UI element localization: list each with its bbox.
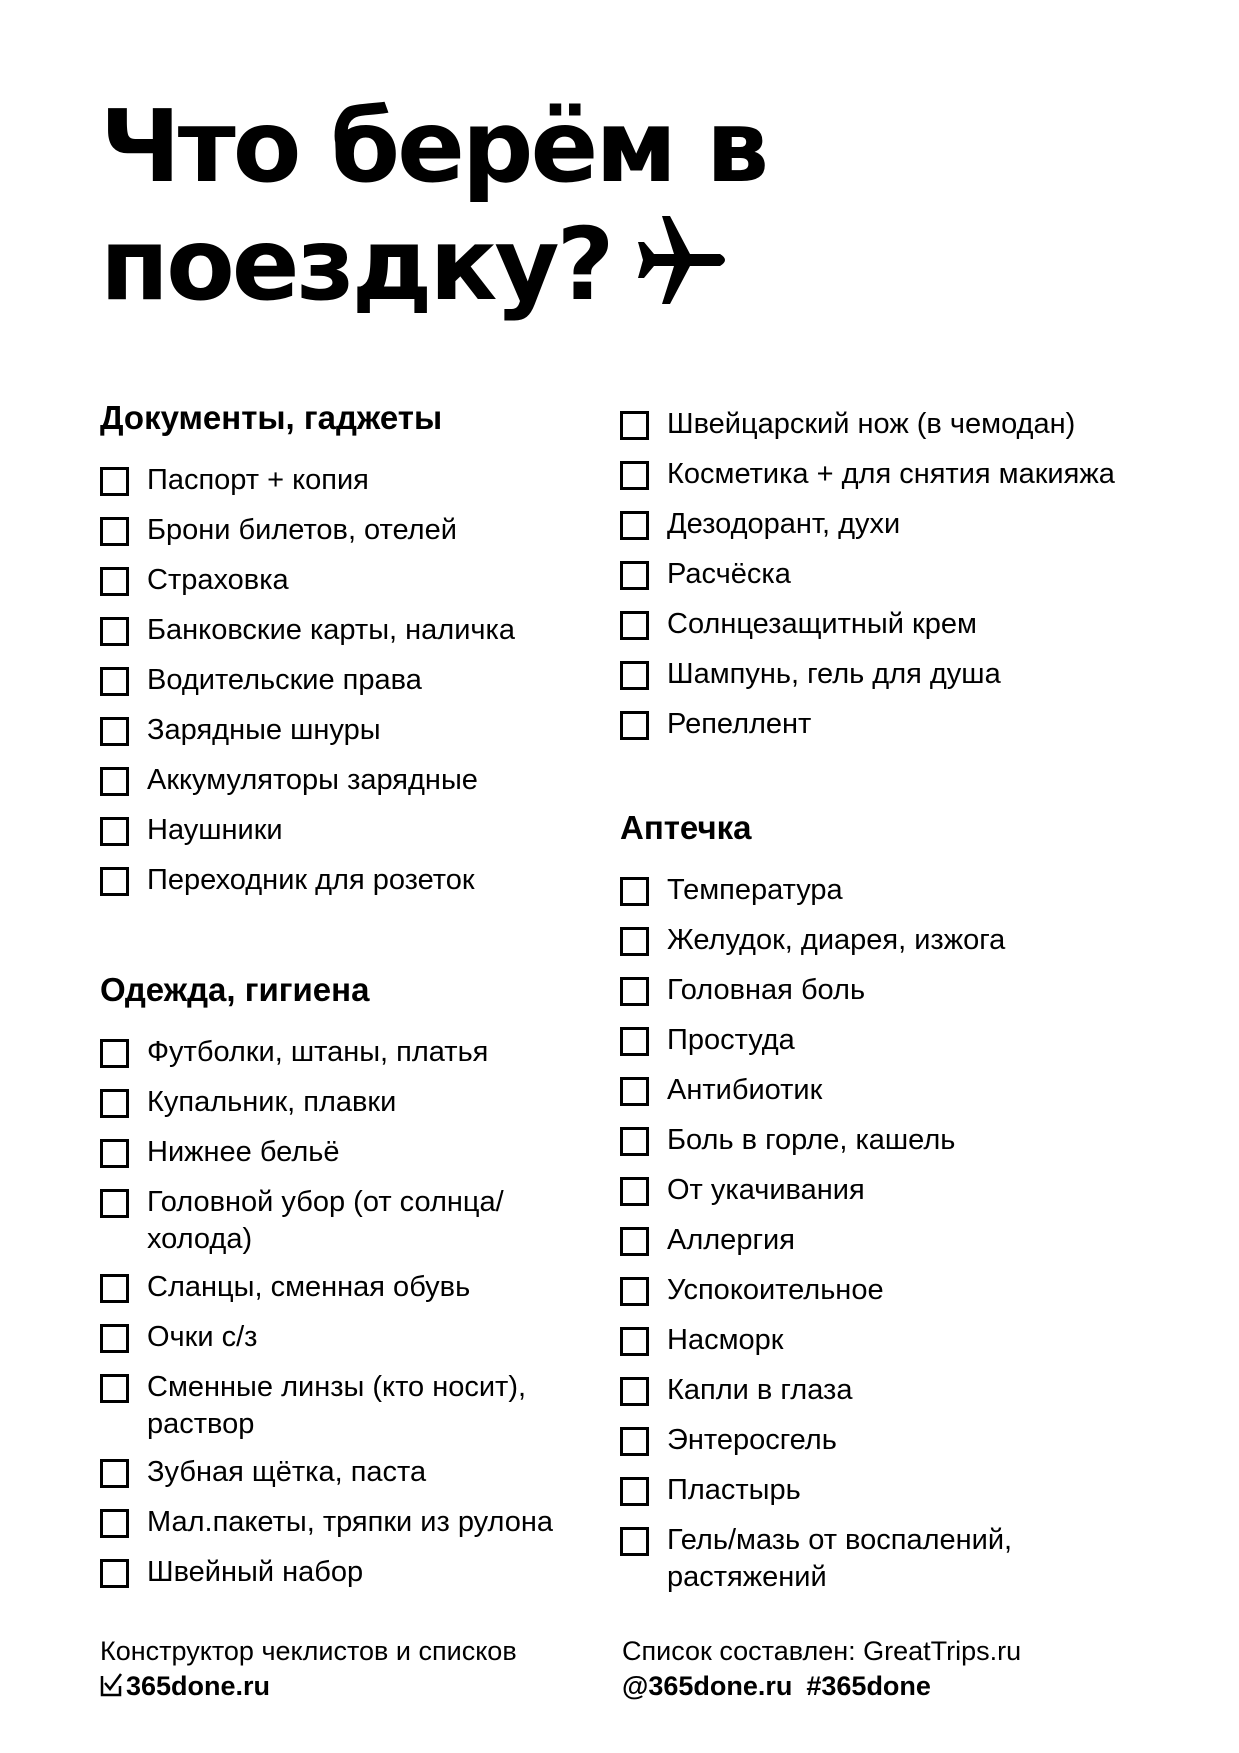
- section-clothing-continued: [620, 408, 1140, 758]
- item-label: Швейный набор: [147, 1556, 364, 1588]
- item-label: Нижнее бельё: [147, 1136, 340, 1168]
- checklist-item[interactable]: [620, 1374, 1140, 1424]
- checkbox[interactable]: [620, 461, 649, 490]
- hashtag[interactable]: #365done: [806, 1671, 931, 1701]
- checklist-item[interactable]: [620, 874, 1140, 924]
- checklist: [100, 1036, 620, 1606]
- item-label: Брони билетов, отелей: [147, 514, 457, 546]
- checkbox[interactable]: [100, 617, 129, 646]
- section-documents: [100, 398, 620, 914]
- checklist-item[interactable]: [100, 864, 620, 914]
- site-link[interactable]: 365done.ru: [126, 1671, 271, 1701]
- checkbox[interactable]: [620, 1077, 649, 1106]
- checklist-item[interactable]: [620, 1474, 1140, 1524]
- checkbox[interactable]: [100, 1459, 129, 1488]
- checklist-item[interactable]: [100, 564, 620, 614]
- item-label: Головной убор (от солнца/ холода): [147, 1186, 504, 1255]
- checkbox[interactable]: [620, 1527, 649, 1556]
- checkbox[interactable]: [620, 661, 649, 690]
- checkbox[interactable]: [100, 517, 129, 546]
- item-label: Энтеросгель: [667, 1424, 837, 1456]
- checkbox[interactable]: [100, 1274, 129, 1303]
- item-label: Боль в горле, кашель: [667, 1124, 956, 1156]
- checklist-item[interactable]: [620, 1124, 1140, 1174]
- checkbox[interactable]: [100, 1089, 129, 1118]
- item-label: Очки с/з: [147, 1321, 258, 1353]
- checkbox[interactable]: [100, 467, 129, 496]
- checklist-item[interactable]: [620, 1324, 1140, 1374]
- section-clothing: [100, 970, 620, 1606]
- item-label: Швейцарский нож (в чемодан): [667, 408, 1076, 440]
- checklist-item[interactable]: [620, 1224, 1140, 1274]
- footer-constructor-text: Конструктор чеклистов и списков: [100, 1636, 517, 1666]
- item-label: Капли в глаза: [667, 1374, 853, 1406]
- checkbox[interactable]: [100, 817, 129, 846]
- checklist-item[interactable]: [100, 614, 620, 664]
- checklist-item[interactable]: [100, 1271, 620, 1321]
- checklist-item[interactable]: [100, 1321, 620, 1371]
- checklist-item[interactable]: [620, 1074, 1140, 1124]
- checkbox[interactable]: [100, 1039, 129, 1068]
- checklist-item[interactable]: [620, 1174, 1140, 1224]
- checkbox[interactable]: [620, 1377, 649, 1406]
- section-heading: Аптечка: [620, 809, 752, 846]
- item-label: Сланцы, сменная обувь: [147, 1271, 471, 1303]
- checklist-item[interactable]: [620, 924, 1140, 974]
- item-label: Банковские карты, наличка: [147, 614, 515, 646]
- checklist-item[interactable]: [620, 408, 1140, 458]
- item-label: Паспорт + копия: [147, 464, 369, 496]
- checklist-item[interactable]: [620, 558, 1140, 608]
- checklist-item[interactable]: [100, 464, 620, 514]
- item-label: Пластырь: [667, 1474, 801, 1506]
- checkbox[interactable]: [100, 1374, 129, 1403]
- item-label: Футболки, штаны, платья: [147, 1036, 489, 1068]
- item-label: Купальник, плавки: [147, 1086, 397, 1118]
- checklist-item[interactable]: [620, 708, 1140, 758]
- checkbox[interactable]: [620, 511, 649, 540]
- item-label: Успокоительное: [667, 1274, 884, 1306]
- checkbox[interactable]: [100, 867, 129, 896]
- checkbox[interactable]: [620, 1127, 649, 1156]
- checklist-item[interactable]: [100, 1136, 620, 1186]
- item-label: Косметика + для снятия макияжа: [667, 458, 1115, 490]
- checklist-item[interactable]: [100, 814, 620, 864]
- item-label: Мал.пакеты, тряпки из рулона: [147, 1506, 554, 1538]
- footer-right: [622, 1634, 1021, 1704]
- checklist-item[interactable]: [100, 1371, 620, 1456]
- title-line-2: [100, 206, 766, 324]
- checkbox[interactable]: [620, 1027, 649, 1056]
- checklist-item[interactable]: [100, 514, 620, 564]
- checkbox[interactable]: [100, 1559, 129, 1588]
- item-label: Гель/мазь от воспалений, растяжений: [667, 1524, 1013, 1593]
- checklist-item[interactable]: [620, 1524, 1140, 1609]
- section-firstaid: [620, 808, 1140, 1609]
- item-label: Репеллент: [667, 708, 812, 740]
- title-line-1: Что берём в: [100, 88, 767, 205]
- item-label: Головная боль: [667, 974, 866, 1006]
- checklist-item[interactable]: [620, 1274, 1140, 1324]
- checkbox[interactable]: [620, 611, 649, 640]
- checklist-item[interactable]: [100, 1186, 620, 1271]
- checkbox[interactable]: [620, 927, 649, 956]
- checklist-item[interactable]: [100, 764, 620, 814]
- item-label: Сменные линзы (кто носит), раствор: [147, 1371, 527, 1440]
- checklist-item[interactable]: [620, 658, 1140, 708]
- footer-handles: [622, 1669, 1021, 1704]
- item-label: Водительские права: [147, 664, 422, 696]
- item-label: Аккумуляторы зарядные: [147, 764, 478, 796]
- checkbox[interactable]: [620, 877, 649, 906]
- checklist-item[interactable]: [620, 458, 1140, 508]
- checkbox[interactable]: [620, 1327, 649, 1356]
- checkbox[interactable]: [100, 767, 129, 796]
- checklist-item[interactable]: [620, 508, 1140, 558]
- item-label: Зубная щётка, паста: [147, 1456, 427, 1488]
- item-label: Температура: [667, 874, 843, 906]
- section-spacer: [100, 914, 620, 970]
- checklist-item[interactable]: [100, 1036, 620, 1086]
- page-title: [100, 88, 766, 324]
- checkbox[interactable]: [620, 1477, 649, 1506]
- footer-author-text: Список составлен: GreatTrips.ru: [622, 1636, 1022, 1666]
- item-label: Солнцезащитный крем: [667, 608, 977, 640]
- checkbox[interactable]: [620, 1277, 649, 1306]
- checkbox[interactable]: [100, 667, 129, 696]
- airplane-icon: [630, 212, 730, 302]
- checklist-item[interactable]: [100, 714, 620, 764]
- item-label: Шампунь, гель для душа: [667, 658, 1001, 690]
- checklist-item[interactable]: [100, 1456, 620, 1506]
- item-label: Желудок, диарея, изжога: [667, 924, 1006, 956]
- footer-left: [100, 1634, 517, 1704]
- right-column: [620, 408, 1140, 1609]
- checklist: [100, 464, 620, 914]
- social-handle[interactable]: @365done.ru: [622, 1671, 793, 1701]
- checkbox[interactable]: [100, 1189, 129, 1218]
- checklist-item[interactable]: [620, 1424, 1140, 1474]
- item-label: Простуда: [667, 1024, 795, 1056]
- checklist-item[interactable]: [100, 1506, 620, 1556]
- checklist-item[interactable]: [100, 1556, 620, 1606]
- item-label: Зарядные шнуры: [147, 714, 381, 746]
- checkbox[interactable]: [100, 567, 129, 596]
- checkbox[interactable]: [620, 1427, 649, 1456]
- checkbox[interactable]: [620, 1177, 649, 1206]
- checkbox[interactable]: [620, 561, 649, 590]
- item-label: Антибиотик: [667, 1074, 823, 1106]
- left-column: [100, 398, 620, 1606]
- item-label: Расчёска: [667, 558, 791, 590]
- checklist-item[interactable]: [100, 664, 620, 714]
- checklist-item[interactable]: [620, 608, 1140, 658]
- checkbox[interactable]: [100, 717, 129, 746]
- checkbox[interactable]: [620, 1227, 649, 1256]
- item-label: Наушники: [147, 814, 283, 846]
- checklist-item[interactable]: [100, 1086, 620, 1136]
- checkbox[interactable]: [100, 1324, 129, 1353]
- title-line-2-text: поездку?: [100, 206, 612, 323]
- item-label: От укачивания: [667, 1174, 865, 1206]
- checklist-item[interactable]: [620, 1024, 1140, 1074]
- footer-site-row: [100, 1669, 517, 1704]
- checklist: [620, 874, 1140, 1609]
- item-label: Дезодорант, духи: [667, 508, 901, 540]
- section-heading: Документы, гаджеты: [100, 399, 443, 436]
- checkbox[interactable]: [100, 1509, 129, 1538]
- checkbox[interactable]: [620, 411, 649, 440]
- item-label: Аллергия: [667, 1224, 795, 1256]
- checklist: [620, 408, 1140, 758]
- checklist-item[interactable]: [620, 974, 1140, 1024]
- checkbox[interactable]: [620, 977, 649, 1006]
- item-label: Страховка: [147, 564, 289, 596]
- item-label: Переходник для розеток: [147, 864, 475, 896]
- checkbox[interactable]: [100, 1139, 129, 1168]
- item-label: Насморк: [667, 1324, 784, 1356]
- checkbox[interactable]: [620, 711, 649, 740]
- checkbox-check-icon: [100, 1672, 124, 1698]
- section-heading: Одежда, гигиена: [100, 971, 370, 1008]
- section-spacer: [620, 758, 1140, 808]
